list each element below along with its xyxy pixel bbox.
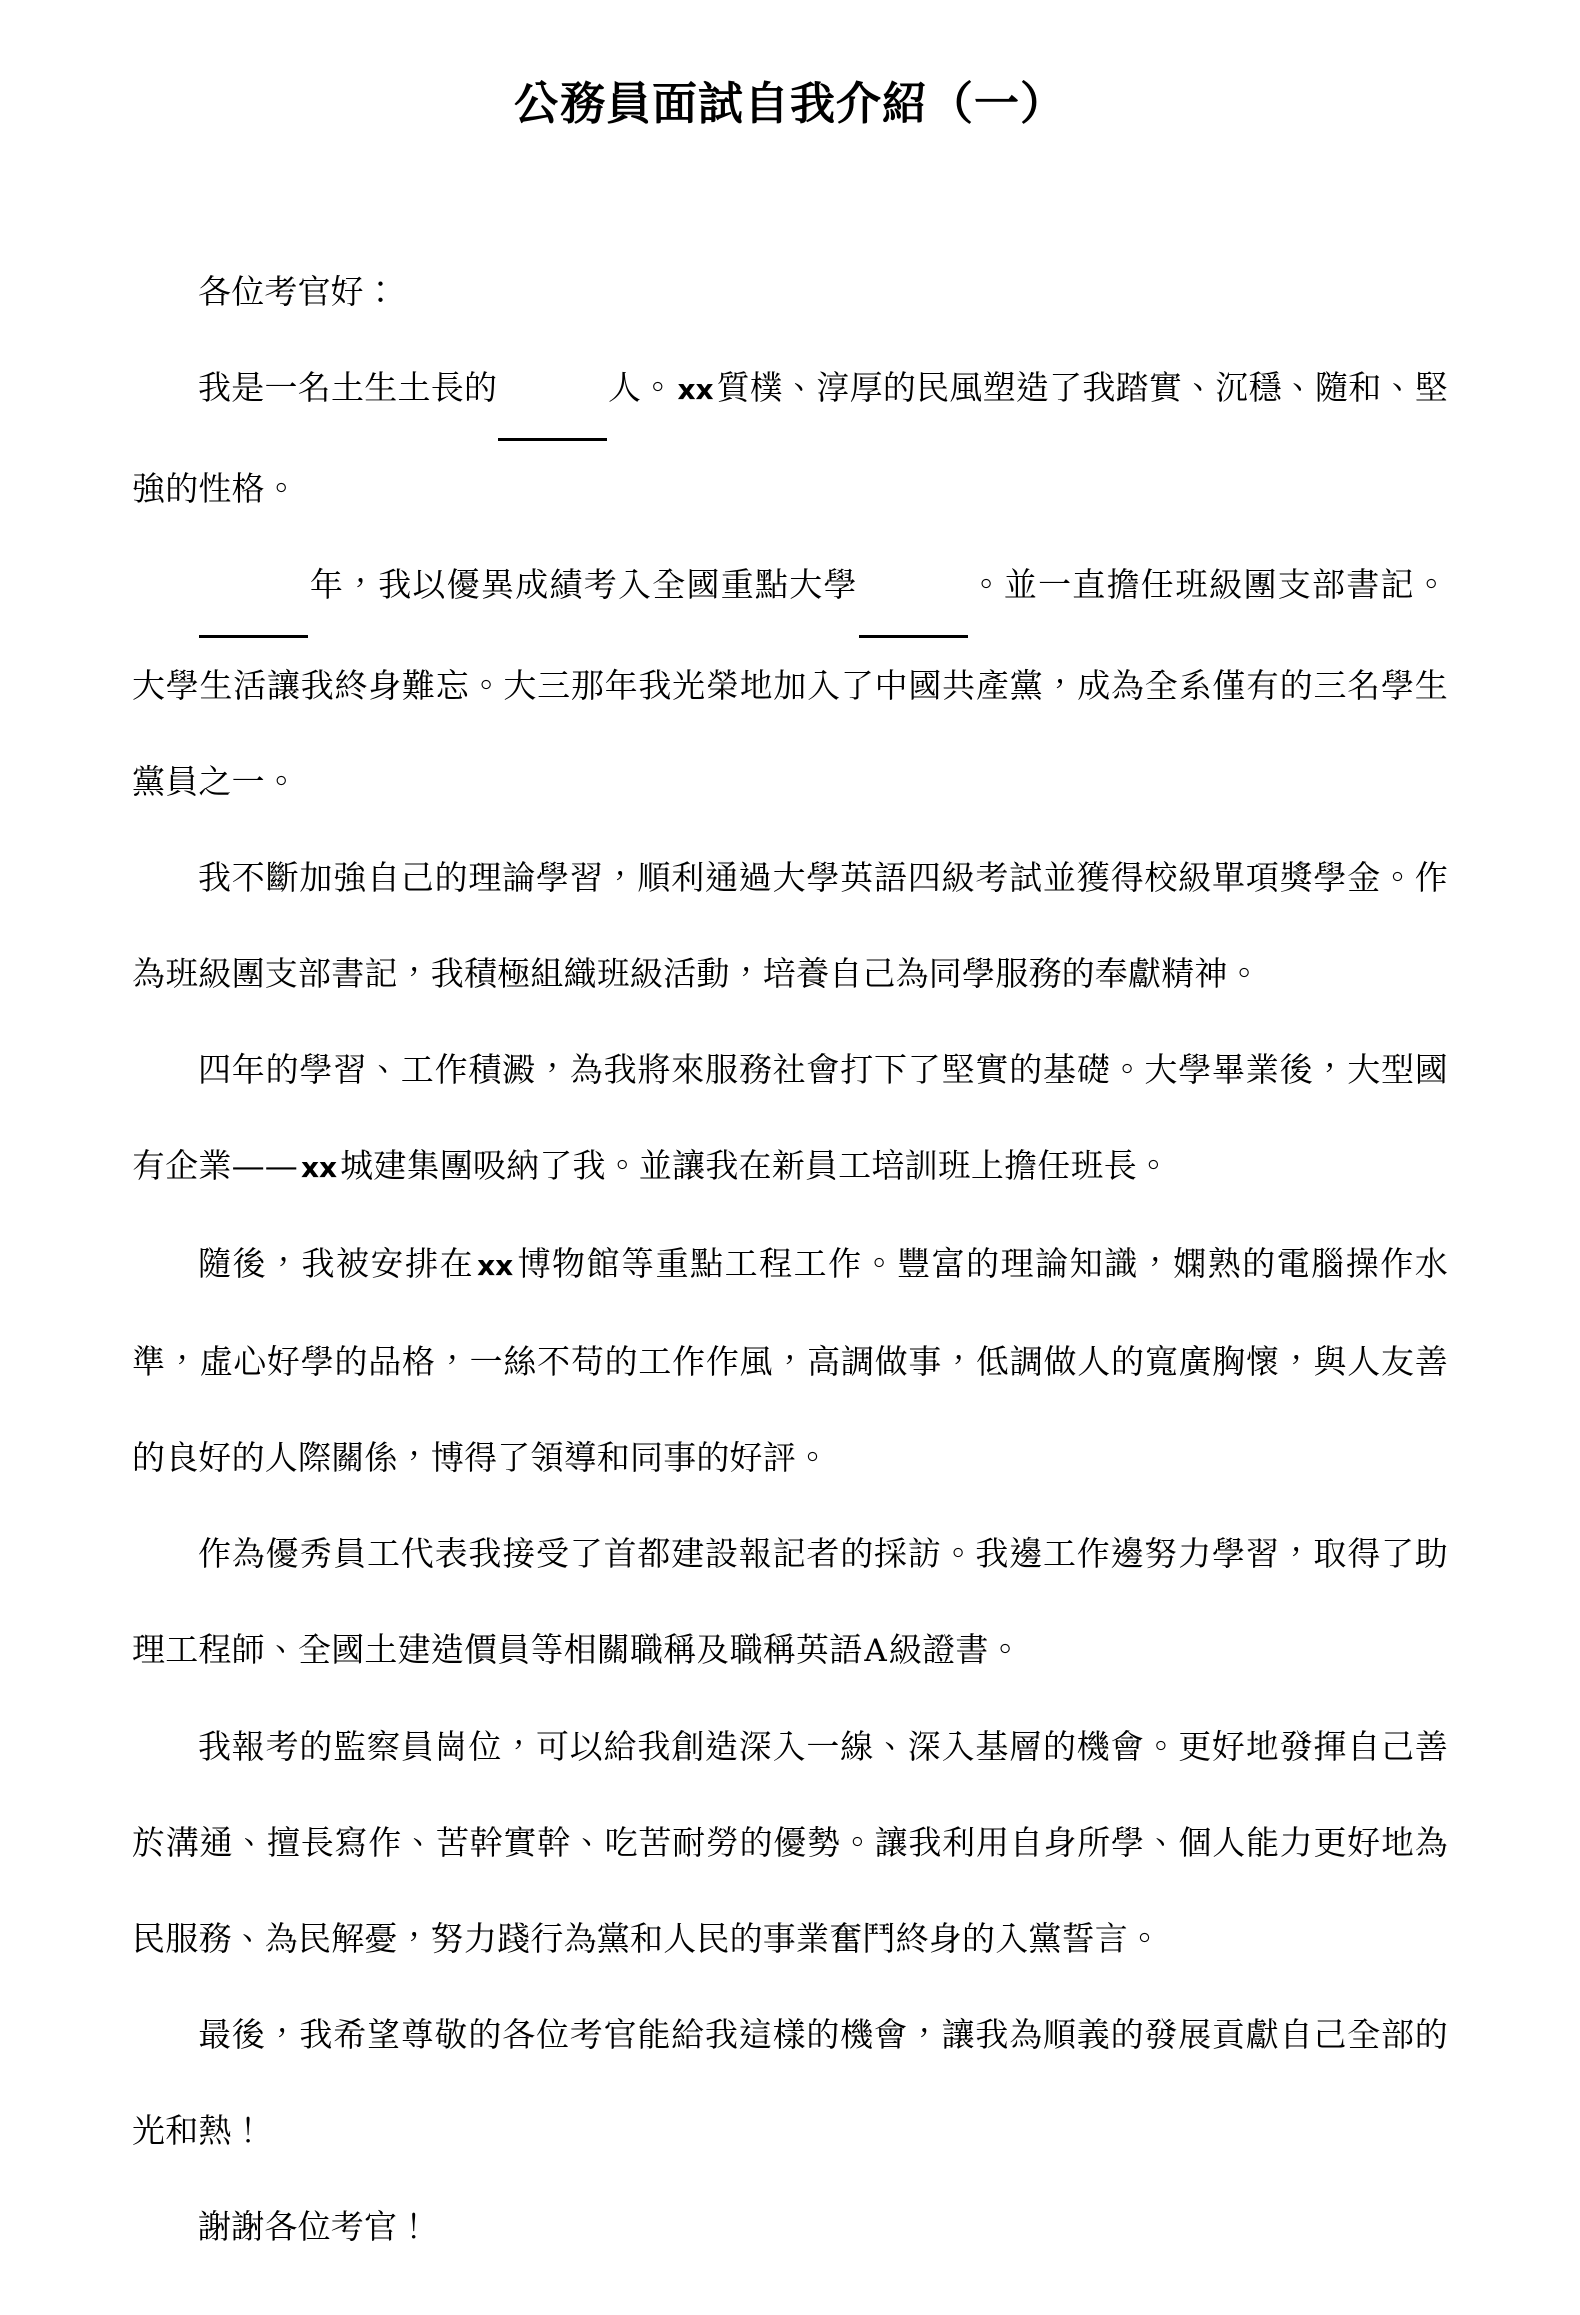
paragraph-position: 我報考的監察員崗位，可以給我創造深入一線、深入基層的機會。更好地發揮自己善於溝通、擅長寫作、苦幹實幹、吃苦耐勞的優勢。讓我利用自身所學、個人能力更好地為民服務、為民解憂，努力踐行為黨和人民的事業奮鬥終身的入黨誓言。 — [132, 1727, 1448, 1959]
paragraph-museum: 隨後，我被安排在 xx博物館等重點工程工作。豐富的理論知識，嫻熟的電腦操作水準，虛心好學的品格，一絲不苟的工作作風，高調做事，低調做人的寬廣胸懷，與人友善的良好的人際關係，博得了領導和同事的好評。 — [132, 1244, 1448, 1478]
title-spacer — [132, 132, 1448, 244]
paragraph-award: 作為優秀員工代表我接受了首都建設報記者的採訪。我邊工作邊努力學習，取得了助理工程師、全國土建造價員等相關職稱及職稱英語A級證書。 — [132, 1534, 1448, 1670]
placeholder-token: xx — [301, 1151, 338, 1185]
document-body — [132, 244, 1448, 2275]
paragraph-closing: 最後，我希望尊敬的各位考官能給我這樣的機會，讓我為順義的發展貢獻自己全部的光和熱！ — [132, 2015, 1448, 2151]
paragraph-university: 年，我以優異成績考入全國重點大學 。並一直擔任班級團支部書記。大學生活讓我終身難忘。大三那年我光榮地加入了中國共產黨，成為全系僅有的三名學生黨員之一。 — [132, 537, 1448, 830]
paragraph-origin: 我是一名土生土長的 人。 xx質樸、淳厚的民風塑造了我踏實、沉穩、隨和、堅強的性格。 — [132, 340, 1448, 537]
fill-in-blank — [199, 539, 308, 638]
latin-token: A — [864, 1633, 887, 1670]
fill-in-blank — [859, 539, 968, 638]
page-title: 公務員面試自我介紹（一） — [513, 77, 1066, 130]
paragraph-foundation: 四年的學習、工作積澱，為我將來服務社會打下了堅實的基礎。大學畢業後，大型國有企業—— xx城建集團吸納了我。並讓我在新員工培訓班上擔任班長。 — [132, 1050, 1448, 1186]
fill-in-blank — [498, 342, 607, 441]
paragraph-thanks: 謝謝各位考官！ — [198, 2207, 431, 2247]
placeholder-token: xx — [477, 1249, 514, 1283]
paragraph-greeting: 各位考官好： — [198, 272, 398, 312]
placeholder-token: xx — [677, 373, 714, 407]
paragraph-study: 我不斷加強自己的理論學習，順利通過大學英語四級考試並獲得校級單項獎學金。作為班級團支部書記，我積極組織班級活動，培養自己為同學服務的奉獻精神。 — [132, 858, 1448, 994]
